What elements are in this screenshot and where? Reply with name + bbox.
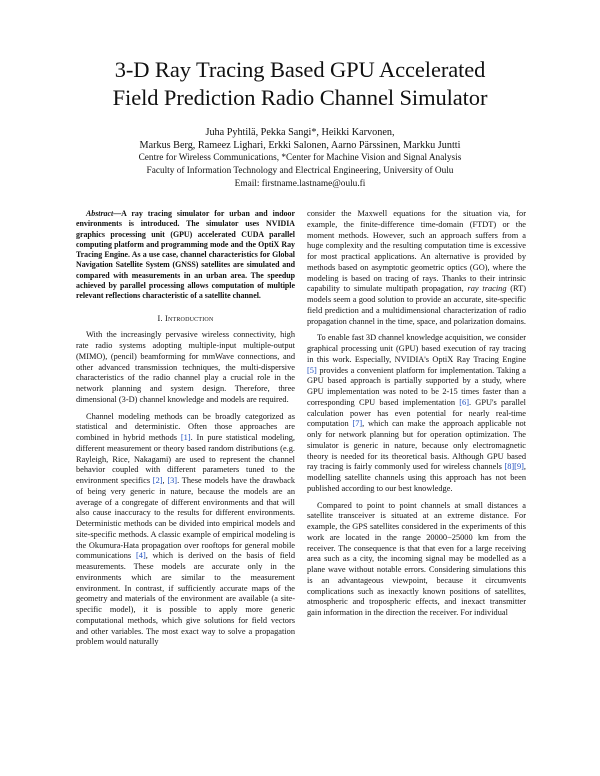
- emphasis-ray-tracing: ray tracing: [467, 284, 507, 294]
- title-line-1: 3-D Ray Tracing Based GPU Accelerated: [114, 57, 486, 82]
- intro-paragraph-1: With the increasingly pervasive wireless connectivity, high rate radio systems adopting multiple-input multiple-output (MIMO), (pencil) beamforming for mmWave connections, and other advanced transmission techniques, the multi-dispersive characteristics of the radio channel play a crucial role in the network planning and system design. Therefore, three dimensional (3-D) channel knowledge and models are required.: [76, 330, 295, 404]
- citation-link-5[interactable]: [5]: [307, 365, 317, 375]
- paragraph-text: Channel modeling methods can be broadly categorized as statistical and deterministic. Often those approaches are combined in hybrid methods: [76, 411, 295, 443]
- citation-link-1[interactable]: [1]: [180, 433, 191, 443]
- paper-title: [0, 56, 600, 112]
- paragraph-text: provides a convenient platform for implementation. Taking a GPU based approach is partially supported by a study, where GPU implementation was noted to be 2-15 times faster than a corresponding CPU based implementation: [307, 365, 526, 407]
- citation-link-2[interactable]: [2]: [152, 476, 163, 486]
- intro-paragraph-2-continued: [307, 209, 526, 327]
- paragraph-text: consider the Maxwell equations for the situation via, for example, the finite-difference time-domain (FTDT) or the moment methods. However, such an approach suffers from a huge complexity and the resulting computation time is excessive for most practical applications. An alternative is provided by methods based on asymptotic geometric optics (GO), where the modeling is based on tracing of rays. Thanks to their intrinsic capability to simulate multipath propagation,: [307, 209, 526, 294]
- citation-link-9[interactable]: [9]: [514, 462, 524, 472]
- authors-line-2: Markus Berg, Rameez Lighari, Erkki Salonen, Aarno Pärssinen, Markku Juntti: [139, 140, 461, 151]
- intro-paragraph-4: Compared to point to point channels at small distances a satellite transceiver is situated at an extreme distance. For example, the GPS satellites considered in the experiments of this work are located in the range 20000−25000 km from the receiver. The consequence is that that even for a large receiving area such as a city, the incoming signal may be modelled as a plane wave without notable errors. Considering simulations this is an advantageous viewpoint, because it circumvents complications such as inexactly known positions of satellites, atmospheric and tropospheric effects, and inexact transmitter gain information in the direction the receiver. For individual: [307, 500, 526, 617]
- citation-link-4[interactable]: [4]: [136, 551, 146, 561]
- author-block: [0, 126, 600, 191]
- intro-paragraph-2: Channel modeling methods can be broadly categorized as statistical and deterministic. Often those approaches are combined in hybrid methods [1]. In pure statistical modeling, different measurement or theory based random distributions (e.g. Rayleigh, Rice, Nakagami) are used to represent the channel behavior coupled with different parameters tuned to the environment specifics [2], [3]. These models have the drawback of being very generic in nature, because the models are an average of a congregate of different environments and that will also cause inaccuracy to the results for different environments. Deterministic methods can be divided into empirical models and site-specific methods. A classic example of empirical modeling is the Okumura-Hata propagation over rooftops for general mobile communications [4], which is derived on the basis of field measurements. These models are accurate only in the environments which are similar to the measurement environment. In contrast, if sufficiently accurate maps of the geometry and materials of the environment are available (a site-specific model), it is possible to apply more generic computational methods, which give solutions for field vectors and other variables. The most exact way to solve a propagation problem would naturally: [76, 411, 296, 647]
- abstract-label: Abstract: [86, 209, 114, 218]
- right-column: [307, 209, 526, 625]
- paragraph-text: To enable fast 3D channel knowledge acquisition, we consider graphical processing unit (GPU) based execution of ray tracing in this work. Especially, NVIDIA's OptiX Ray Tracing Engine: [307, 333, 526, 364]
- citation-link-6[interactable]: [6]: [459, 397, 469, 407]
- affiliation-line-1: Centre for Wireless Communications, *Center for Machine Vision and Signal Analysis: [138, 153, 462, 163]
- paragraph-text: , modelling satellite channels using this approach has not been published according to our best knowledge.: [307, 462, 526, 493]
- paragraph-text: , which can make the approach applicable not only for network planning but for operation optimization. The simulator is generic in nature, because only electromagnetic theory is needed for its theoretical basis. Although GPU based ray tracing is fairly commonly used for wireless channels: [307, 419, 527, 472]
- authors-line-1: Juha Pyhtilä, Pekka Sangi*, Heikki Karvonen,: [205, 127, 395, 138]
- citation-link-3[interactable]: [3]: [167, 476, 178, 486]
- abstract: [76, 209, 295, 302]
- paragraph-text: . GPU's parallel calculation power has even potential for nearly real-time computation: [307, 397, 526, 429]
- abstract-text: —A ray tracing simulator for urban and indoor environments is introduced. The simulator uses NVIDIA graphics processing unit (GPU) accelerated CUDA parallel computing platform and programming mode and the OptiX Ray Tracing Engine. As a use case, channel characteristics for Global Navigation Satellite System (GNSS) satellites are simulated and compared with measurements in an urban area. The speedup achieved by parallel processing allows computation of multiple relevant reflections characteristic of a satellite channel.: [76, 209, 295, 301]
- citation-link-8[interactable]: [8]: [504, 462, 515, 472]
- paragraph-text: (RT) models seem a good solution to provide an accurate, site-specific field prediction and a multidimensional characterization of radio propagation channel in the time, space, and polarization domains.: [307, 284, 526, 326]
- email-line: Email: firstname.lastname@oulu.fi: [234, 179, 366, 189]
- citation-link-7[interactable]: [7]: [352, 419, 363, 429]
- affiliation-line-2: Faculty of Information Technology and Electrical Engineering, University of Oulu: [146, 166, 454, 176]
- paragraph-text: , which is derived on the basis of field measurements. These models are accurate only in the environments which are similar to the measurement environment. In contrast, if sufficiently accurate maps of the geometry and materials of the environment are available (a site-specific model), it is possible to apply more generic computational methods, which give solutions for field vectors and other variables. The most exact way to solve a propagation problem would naturally: [76, 551, 295, 647]
- left-column: [76, 209, 295, 654]
- paragraph-text: . These models have the drawback of being very generic in nature, because the models are an average of a congregate of different environments and that will also cause inaccuracy to the results for different environments. Deterministic methods can be divided into empirical models and site-specific methods. A classic example of empirical modeling is the Okumura-Hata propagation over rooftops for general mobile communications: [76, 476, 295, 561]
- paragraph-text: . In pure statistical modeling, different measurement or theory based random distributions (e.g. Rayleigh, Rice, Nakagami) are used to represent the channel behavior coupled with different parameters tuned to the environment specifics: [76, 433, 296, 486]
- section-heading-introduction: I. Introduction: [157, 313, 214, 323]
- title-line-2: Field Prediction Radio Channel Simulator: [112, 85, 488, 110]
- intro-paragraph-3: [307, 333, 526, 494]
